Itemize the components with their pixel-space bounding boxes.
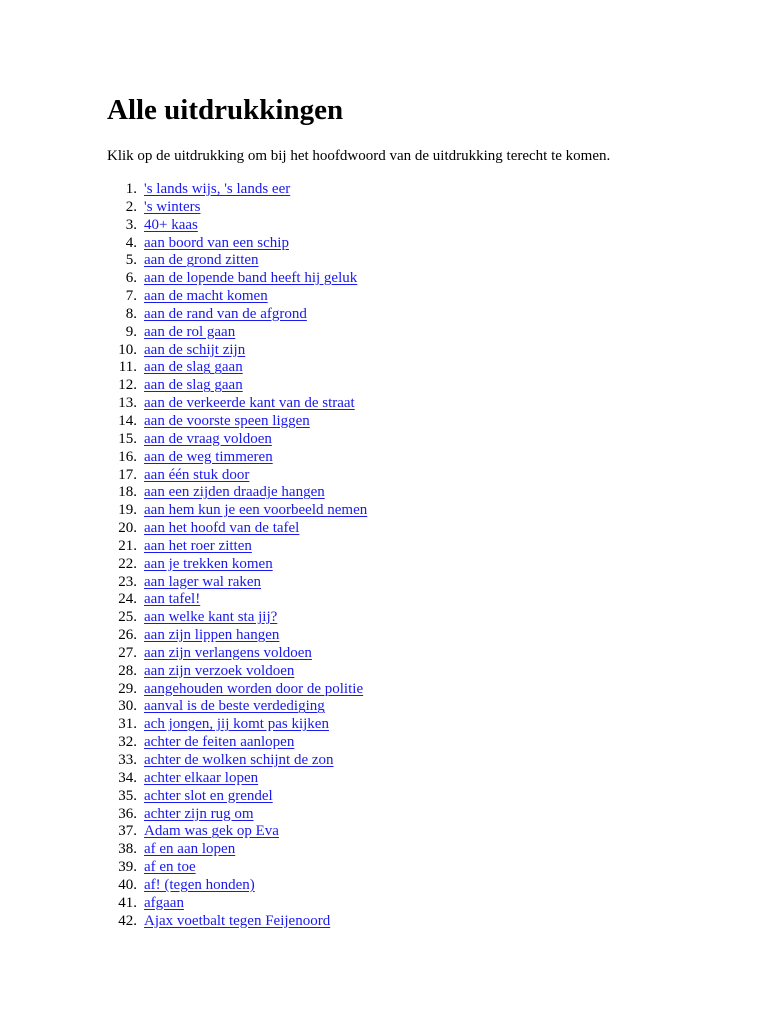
list-item-number: 38. [118, 841, 137, 858]
list-item-number: 16. [118, 448, 137, 465]
list-item [107, 752, 727, 770]
expression-link[interactable]: Ajax voetbalt tegen Feijenoord [144, 912, 331, 929]
expression-link[interactable]: achter zijn rug om [144, 805, 254, 822]
expression-link[interactable]: afgaan [144, 894, 184, 911]
list-item-number: 31. [118, 716, 137, 733]
list-item [107, 288, 727, 306]
list-item-number: 24. [118, 591, 137, 608]
expression-link[interactable]: aan tafel! [144, 591, 201, 608]
expression-link[interactable]: aan de verkeerde kant van de straat [144, 395, 355, 412]
expression-link[interactable]: aan de slag gaan [144, 359, 243, 376]
list-item [107, 306, 727, 324]
expression-link[interactable]: aan de weg timmeren [144, 448, 273, 465]
list-item-number: 25. [118, 609, 137, 626]
list-item [107, 484, 727, 502]
expression-link[interactable]: aan de slag gaan [144, 377, 243, 394]
list-item-number: 11. [118, 359, 137, 376]
expression-link[interactable]: aangehouden worden door de politie [144, 680, 364, 697]
list-item [107, 716, 727, 734]
expression-link[interactable]: achter elkaar lopen [144, 769, 259, 786]
list-item-number: 42. [118, 912, 137, 929]
expression-link[interactable]: achter de feiten aanlopen [144, 734, 295, 751]
list-item [107, 556, 727, 574]
list-item-number: 20. [118, 520, 137, 537]
expression-link[interactable]: aan boord van een schip [144, 234, 289, 251]
page-title: Alle uitdrukkingen [107, 94, 344, 126]
expression-link[interactable]: aan de macht komen [144, 288, 268, 305]
expression-link[interactable]: aan zijn lippen hangen [144, 627, 280, 644]
expression-link[interactable]: aan je trekken komen [144, 555, 273, 572]
list-item [107, 431, 727, 449]
list-item [107, 823, 727, 841]
list-item-number: 17. [118, 466, 137, 483]
list-item [107, 609, 727, 627]
list-item [107, 913, 727, 931]
list-item-number: 2. [125, 198, 137, 215]
list-item-number: 29. [118, 680, 137, 697]
list-item-number: 12. [118, 377, 137, 394]
list-item [107, 591, 727, 609]
expression-link[interactable]: af! (tegen honden) [144, 876, 255, 893]
list-item-number: 34. [118, 769, 137, 786]
list-item-number: 40. [118, 876, 137, 893]
list-item-number: 13. [118, 395, 137, 412]
expression-link[interactable]: aan het roer zitten [144, 537, 252, 554]
list-item-number: 37. [118, 823, 137, 840]
list-item [107, 270, 727, 288]
list-item [107, 502, 727, 520]
list-item [107, 663, 727, 681]
expression-link[interactable]: aan zijn verzoek voldoen [144, 662, 295, 679]
list-item-number: 3. [125, 216, 137, 233]
expression-link[interactable]: achter slot en grendel [144, 787, 273, 804]
list-item-number: 15. [118, 430, 137, 447]
list-item-number: 6. [125, 270, 137, 287]
list-item-number: 36. [118, 805, 137, 822]
list-item [107, 859, 727, 877]
expression-link[interactable]: achter de wolken schijnt de zon [144, 752, 334, 768]
list-item-number: 28. [118, 662, 137, 679]
expression-link[interactable]: aan hem kun je een voorbeeld nemen [144, 502, 368, 519]
expression-link[interactable]: ach jongen, jij komt pas kijken [144, 716, 329, 733]
expression-link[interactable]: aan de voorste speen liggen [144, 412, 310, 429]
intro-text: Klik op de uitdrukking om bij het hoofdwoord van de uitdrukking terecht te komen. [107, 148, 611, 164]
list-item-number: 22. [118, 555, 137, 572]
list-item-number: 19. [118, 502, 137, 519]
expression-list [107, 181, 727, 930]
expression-link[interactable]: af en aan lopen [144, 841, 236, 858]
list-item-number: 41. [118, 894, 137, 911]
list-item [107, 235, 727, 253]
list-item [107, 877, 727, 895]
list-item [107, 734, 727, 752]
expression-link[interactable]: 40+ kaas [144, 216, 198, 233]
expression-link[interactable]: aan lager wal raken [144, 573, 262, 590]
expression-link[interactable]: af en toe [144, 859, 196, 876]
list-item [107, 520, 727, 538]
expression-link[interactable]: aan de grond zitten [144, 252, 259, 269]
expression-link[interactable]: aan de schijt zijn [144, 341, 246, 358]
list-item [107, 681, 727, 699]
list-item [107, 698, 727, 716]
list-item [107, 645, 727, 663]
list-item [107, 413, 727, 431]
list-item-number: 26. [118, 627, 137, 644]
list-item-number: 10. [118, 341, 137, 358]
list-item [107, 538, 727, 556]
expression-link[interactable]: aan welke kant sta jij? [144, 609, 278, 626]
expression-link[interactable]: aan één stuk door [144, 466, 250, 483]
list-item [107, 342, 727, 360]
list-item-number: 1. [125, 181, 137, 197]
list-item [107, 377, 727, 395]
expression-link[interactable]: aanval is de beste verdediging [144, 698, 325, 715]
list-item-number: 32. [118, 734, 137, 751]
list-item [107, 788, 727, 806]
list-item-number: 7. [125, 288, 137, 305]
list-item [107, 770, 727, 788]
list-item [107, 181, 727, 199]
list-item-number: 33. [118, 752, 137, 768]
expression-link[interactable]: aan zijn verlangens voldoen [144, 644, 312, 661]
list-item [107, 199, 727, 217]
list-item [107, 359, 727, 377]
list-item-number: 35. [118, 787, 137, 804]
list-item-number: 18. [118, 484, 137, 501]
expression-link[interactable]: aan de rand van de afgrond [144, 305, 307, 322]
list-item [107, 395, 727, 413]
expression-link[interactable]: aan een zijden draadje hangen [144, 484, 325, 501]
expression-link[interactable]: 's lands wijs, 's lands eer [144, 181, 291, 197]
list-item [107, 895, 727, 913]
list-item-number: 14. [118, 412, 137, 429]
list-item [107, 841, 727, 859]
list-item-number: 23. [118, 573, 137, 590]
list-item [107, 467, 727, 485]
list-item [107, 217, 727, 235]
expression-link[interactable]: Adam was gek op Eva [144, 823, 279, 840]
list-item-number: 30. [118, 698, 137, 715]
expression-link[interactable]: aan de lopende band heeft hij geluk [144, 270, 358, 287]
expression-link[interactable]: aan het hoofd van de tafel [144, 520, 300, 537]
list-item-number: 9. [125, 323, 137, 340]
list-item [107, 252, 727, 270]
list-item-number: 8. [125, 305, 137, 322]
list-item [107, 574, 727, 592]
list-item-number: 4. [125, 234, 137, 251]
list-item [107, 449, 727, 467]
list-item-number: 27. [118, 644, 137, 661]
expression-link[interactable]: 's winters [144, 198, 201, 215]
expression-link[interactable]: aan de vraag voldoen [144, 430, 272, 447]
list-item-number: 39. [118, 859, 137, 876]
list-item [107, 324, 727, 342]
list-item-number: 21. [118, 537, 137, 554]
expression-link[interactable]: aan de rol gaan [144, 323, 236, 340]
list-item [107, 627, 727, 645]
list-item [107, 806, 727, 824]
document-page [107, 93, 727, 930]
list-item-number: 5. [125, 252, 137, 269]
